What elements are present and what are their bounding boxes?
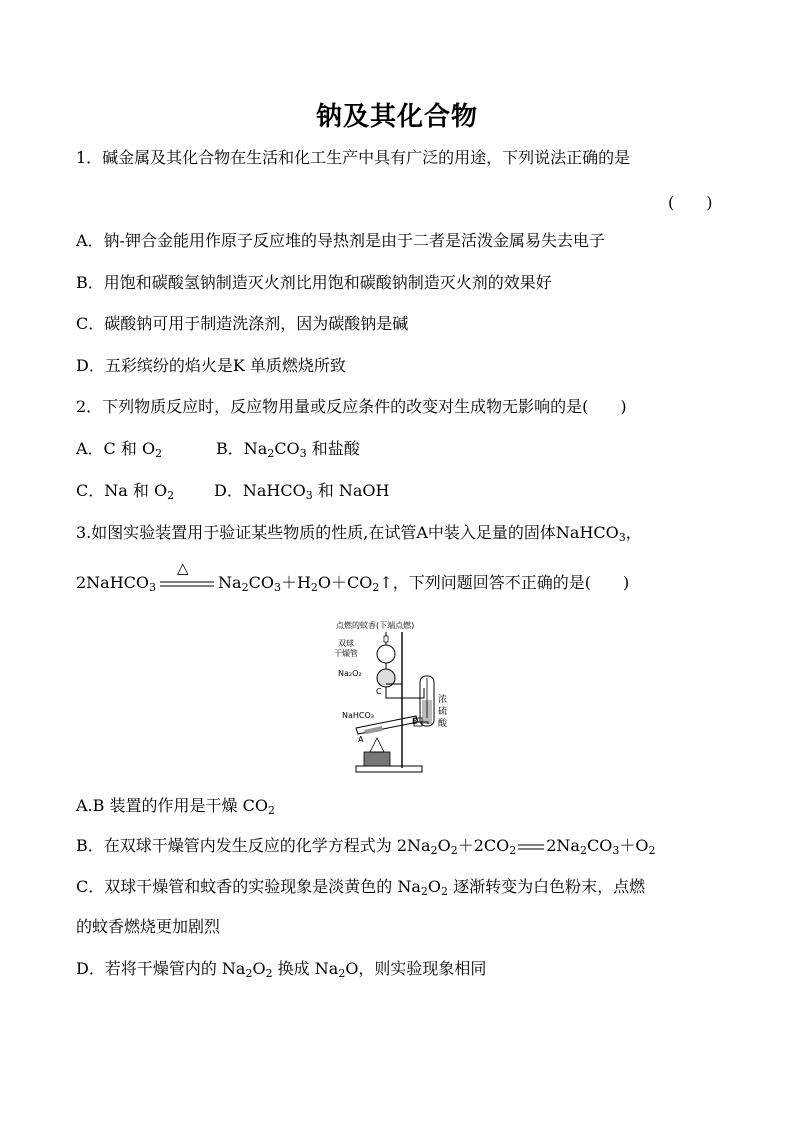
q2-option-c: C．Na 和 $O_2$ [76,481,175,502]
svg-text:浓: 浓 [438,695,448,705]
apparatus-figure [334,618,462,778]
svg-text:双球: 双球 [338,639,354,648]
q2-stem: 2．下列物质反应时，反应物用量或反应条件的改变对生成物无影响的是( ) [76,397,627,416]
q2-option-a: A．C 和 $O_2$ [76,439,163,460]
svg-text:Na₂O₂: Na₂O₂ [338,669,362,678]
apparatus-drawing [334,618,462,778]
q3-option-b: B．在双球干燥管内发生反应的化学方程式为 $2Na_2O_2+2CO_2$ $2Na_2CO_3+O_2$ [76,836,656,857]
q3-equation: 2NaHCO$_3$ △ $Na_2CO_3+H_2O+CO_2↑$，下列问题回答不正确的是( ) [76,558,630,594]
svg-text:B: B [412,717,418,726]
page-title: 钠及其化合物 [315,102,478,132]
q1-option-c: C．碳酸钠可用于制造洗涤剂，因为碳酸钠是碱 [76,314,409,333]
q1-answer-paren: ( ) [668,193,713,212]
svg-text:C: C [376,687,382,696]
q2-option-b: B．$Na_2CO_3$ 和盐酸 [216,439,360,460]
svg-text:NaHCO₃: NaHCO₃ [342,711,374,720]
q1-option-b: B．用饱和碳酸氢钠制造灭火剂比用饱和碳酸钠制造灭火剂的效果好 [76,273,552,292]
heat-triangle-icon: △ [177,558,189,577]
equals-sign [516,842,546,852]
q3-option-c: C．双球干燥管和蚊香的实验现象是淡黄色的 $Na_2O_2$ 逐渐转变为白色粉末，点燃 [76,877,646,898]
svg-text:酸: 酸 [438,719,448,729]
svg-text:硫: 硫 [438,707,448,717]
equals-arrow [158,574,216,594]
q1-stem: 1．碱金属及其化合物在生活和化工生产中具有广泛的用途，下列说法正确的是 [76,148,631,167]
reaction-condition [158,558,216,594]
q1-option-d: D．五彩缤纷的焰火是K 单质燃烧所致 [76,356,346,375]
q1-option-a: A．钠-钾合金能用作原子反应堆的导热剂是由于二者是活泼金属易失去电子 [76,231,605,250]
svg-text:A: A [358,735,364,744]
q2-option-d: D．NaHCO$_3$ 和 NaOH [214,481,390,502]
q3-option-a: A.B 装置的作用是干燥 $CO_2$ [76,796,275,817]
q3-option-d: D．若将干燥管内的 $Na_2O_2$ 换成 $Na_2O$，则实验现象相同 [76,959,487,980]
figure-top-label: 点燃的蚊香(下端点燃) [336,621,415,630]
q3-stem: 3.如图实验装置用于验证某些物质的性质,在试管A中装入足量的固体NaHCO$_3$， [76,523,642,544]
svg-text:干燥管: 干燥管 [334,649,358,658]
q3-option-c-line2: 的蚊香燃烧更加剧烈 [76,917,221,936]
